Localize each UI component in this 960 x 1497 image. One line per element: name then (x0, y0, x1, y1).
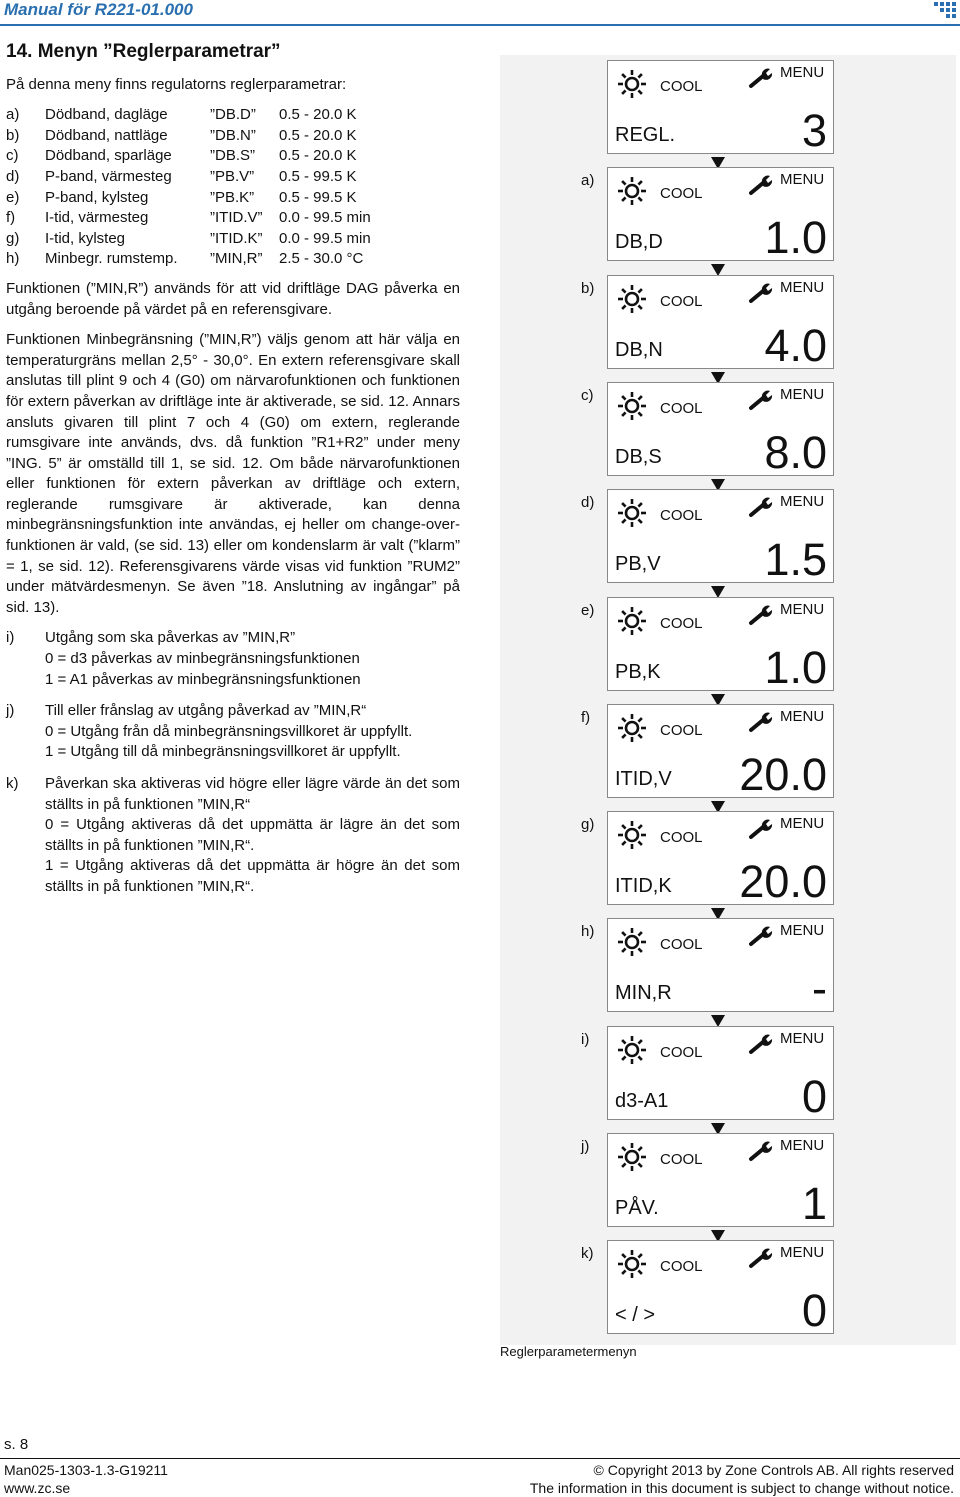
item-k (6, 774, 460, 898)
param-code: ”DB.N” (210, 126, 256, 144)
item-body (45, 628, 460, 690)
screen-letter: j) (581, 1137, 590, 1155)
param-code: ”MIN,R” (210, 250, 263, 268)
screen-letter: h) (581, 922, 595, 940)
param-letter: c) (6, 147, 19, 165)
cool-indicator: COOL (660, 78, 703, 95)
sun-icon (617, 1249, 647, 1279)
screen-value: 20.0 (739, 856, 827, 907)
display-screen (607, 1240, 834, 1334)
menu-indicator: MENU (780, 922, 825, 939)
param-code: ”DB.D” (210, 106, 256, 124)
param-range: 0.5 - 20.0 K (279, 126, 357, 144)
param-name: Minbegr. rumstemp. (45, 250, 178, 268)
item-line: 1 = A1 påverkas av minbegränsningsfunktionen (45, 670, 361, 688)
sun-icon (617, 927, 647, 957)
parameter-row (6, 126, 371, 147)
screen-value: 0 (801, 1071, 827, 1122)
param-range: 2.5 - 30.0 °C (279, 250, 364, 268)
item-line: Till eller frånslag av utgång påverkad av ”MIN,R“ (45, 702, 367, 720)
cool-indicator: COOL (660, 829, 703, 846)
screen-letter: f) (581, 708, 591, 726)
screen-value: 0 (801, 1285, 827, 1336)
param-range: 0.5 - 20.0 K (279, 147, 357, 165)
manual-title: Manual för R221-01.000 (4, 0, 193, 19)
param-letter: g) (6, 229, 20, 247)
display-screen (607, 60, 834, 154)
wrench-icon (748, 1033, 774, 1055)
min-r-intro-paragraph: Funktionen (”MIN,R”) används för att vid driftläge DAG påverka en utgång beroende på värdet på en referensgivare. (6, 279, 460, 318)
sun-icon (617, 498, 647, 528)
param-letter: h) (6, 250, 20, 268)
sun-icon (617, 713, 647, 743)
display-screen (607, 918, 834, 1012)
notice-text: The information in this document is subject to change without notice. (529, 1480, 954, 1496)
sun-icon (617, 69, 647, 99)
screen-label: ITID,V (615, 768, 672, 790)
screen-letter: e) (581, 601, 595, 619)
display-screen (607, 382, 834, 476)
param-code: ”ITID.V” (210, 209, 263, 227)
item-line: 1 = Utgång till då minbegränsningsvillkoret är uppfyllt. (45, 743, 401, 761)
item-list (6, 628, 460, 897)
screen-label: MIN,R (615, 982, 672, 1004)
menu-indicator: MENU (780, 279, 825, 296)
param-name: Dödband, sparläge (45, 147, 172, 165)
wrench-icon (748, 389, 774, 411)
website-link[interactable]: www.zc.se (4, 1480, 71, 1496)
parameter-row (6, 229, 371, 250)
menu-indicator: MENU (780, 815, 825, 832)
wrench-icon (748, 818, 774, 840)
screen-letter: i) (581, 1030, 590, 1048)
screen-letter: c) (581, 386, 594, 404)
param-name: I-tid, värmesteg (45, 209, 149, 227)
corner-grid-icon (934, 2, 956, 22)
item-letter: j) (6, 702, 15, 720)
menu-indicator: MENU (780, 171, 825, 188)
parameter-row (6, 249, 371, 270)
item-line: 0 = Utgång från då minbegränsningsvillkoret är uppfyllt. (45, 722, 413, 740)
display-screen (607, 1026, 834, 1120)
screen-value: 1 (801, 1178, 827, 1229)
header-rule (0, 24, 960, 26)
param-letter: e) (6, 188, 20, 206)
screen-value: 1.0 (764, 212, 827, 263)
screen-label: ITID,K (615, 875, 672, 897)
cool-indicator: COOL (660, 185, 703, 202)
param-code: ”PB.V” (210, 167, 255, 185)
sun-icon (617, 284, 647, 314)
param-code: ”DB.S” (210, 147, 255, 165)
page-number: s. 8 (4, 1436, 29, 1453)
screen-value: 3 (801, 105, 827, 156)
param-name: Dödband, dagläge (45, 106, 168, 124)
cool-indicator: COOL (660, 1258, 703, 1275)
screen-letter: d) (581, 493, 595, 511)
screen-letter: b) (581, 279, 595, 297)
menu-indicator: MENU (780, 1030, 825, 1047)
menu-indicator: MENU (780, 1244, 825, 1261)
param-letter: f) (6, 209, 16, 227)
item-line: Utgång som ska påverkas av ”MIN,R” (45, 629, 296, 647)
screen-letter: k) (581, 1244, 594, 1262)
cool-indicator: COOL (660, 1151, 703, 1168)
item-line: 0 = d3 påverkas av minbegränsningsfunktionen (45, 650, 360, 668)
panel-caption: Reglerparametermenyn (500, 1344, 637, 1359)
sun-icon (617, 1035, 647, 1065)
item-body (45, 774, 460, 898)
param-name: I-tid, kylsteg (45, 229, 126, 247)
item-line: 1 = Utgång aktiveras då det uppmätta är högre än det som ställts in på funktionen ”MIN,R“. (45, 857, 460, 895)
param-range: 0.5 - 99.5 K (279, 167, 357, 185)
screen-value: 1.5 (764, 534, 827, 585)
wrench-icon (748, 925, 774, 947)
param-name: P-band, kylsteg (45, 188, 149, 206)
wrench-icon (748, 282, 774, 304)
display-screen (607, 1133, 834, 1227)
sun-icon (617, 176, 647, 206)
screen-label: DB,N (615, 339, 663, 361)
item-line: Påverkan ska aktiveras vid högre eller lägre värde än det som ställts in på funktionen ”MIN,R“ (45, 775, 460, 813)
cool-indicator: COOL (660, 293, 703, 310)
parameter-row (6, 188, 371, 209)
intro-text: På denna meny finns regulatorns reglerparametrar: (6, 75, 347, 93)
menu-indicator: MENU (780, 493, 825, 510)
wrench-icon (748, 67, 774, 89)
screen-value: 4.0 (764, 320, 827, 371)
cool-indicator: COOL (660, 722, 703, 739)
screen-value: 8.0 (764, 427, 827, 478)
param-code: ”PB.K” (210, 188, 255, 206)
display-screen (607, 167, 834, 261)
item-j (6, 701, 460, 763)
display-screen (607, 597, 834, 691)
parameter-row (6, 105, 371, 126)
screen-label: < / > (615, 1304, 656, 1326)
screen-value: 1.0 (764, 642, 827, 693)
screen-letter: a) (581, 171, 595, 189)
display-screen (607, 489, 834, 583)
screen-label: REGL. (615, 124, 676, 146)
param-name: Dödband, nattläge (45, 126, 168, 144)
display-screen (607, 704, 834, 798)
param-range: 0.5 - 20.0 K (279, 106, 357, 124)
page-footer (0, 1436, 960, 1497)
parameter-row (6, 146, 371, 167)
page-header (0, 0, 960, 26)
sun-icon (617, 820, 647, 850)
section-title: 14. Menyn ”Reglerparametrar” (6, 41, 281, 62)
param-range: 0.5 - 99.5 K (279, 188, 357, 206)
parameter-table (6, 105, 371, 270)
screen-label: d3-A1 (615, 1090, 669, 1112)
wrench-icon (748, 711, 774, 733)
min-r-description-paragraph: Funktionen Minbegränsning (”MIN,R”) väljs genom att här välja en temperaturgräns mellan 2,5° - 30,0°. En extern referensgivare skall anslutas till plint 9 och 4 (G0) om närvarofunktionen och funktionen för extern påverkan av driftläge inte är aktiverade, se sid. 12. Annars ansluts givaren till plint 7 och 4 (G0) om extern, reglerande rumsgivare inte används, dvs. då funktion ”R1+R2” under meny ”ING. 5” är omställd till 1, se sid. 12. Om både närvarofunktionen eller funktionen för extern påverkan av driftläge och extern, reglerande rumsgivare är aktiverade, kan denna minbegränsningsfunktion inte användas, ej heller om change-over-funktionen är vald, (se sid. 13) eller om kondenslarm är valt (”klarm” = 1, se sid. 12). Referensgivarens värde visas vid funktion ”RUM2” under mätvärdesmenyn. Se även ”18. Anslutning av ingångar” på sid. 13). (6, 331, 460, 616)
screen-value: 20.0 (739, 749, 827, 800)
footer-rule (0, 1458, 960, 1459)
wrench-icon (748, 1247, 774, 1269)
cool-indicator: COOL (660, 1044, 703, 1061)
cool-indicator: COOL (660, 507, 703, 524)
sun-icon (617, 606, 647, 636)
screen-label: PB,V (615, 553, 661, 575)
param-letter: d) (6, 167, 20, 185)
item-body (45, 701, 460, 763)
cool-indicator: COOL (660, 400, 703, 417)
item-letter: i) (6, 629, 15, 647)
cool-indicator: COOL (660, 936, 703, 953)
document-id: Man025-1303-1.3-G19211 (4, 1462, 168, 1478)
menu-indicator: MENU (780, 708, 825, 725)
menu-indicator: MENU (780, 1137, 825, 1154)
param-code: ”ITID.K” (210, 229, 263, 247)
screen-value: - (812, 963, 827, 1014)
param-letter: a) (6, 106, 20, 124)
parameter-row (6, 167, 371, 188)
wrench-icon (748, 174, 774, 196)
item-letter: k) (6, 775, 19, 792)
wrench-icon (748, 496, 774, 518)
screen-letter: g) (581, 815, 595, 833)
screen-label: DB,D (615, 231, 663, 253)
copyright-text: © Copyright 2013 by Zone Controls AB. All rights reserved (593, 1462, 954, 1478)
param-name: P-band, värmesteg (45, 167, 172, 185)
param-letter: b) (6, 126, 20, 144)
wrench-icon (748, 1140, 774, 1162)
screen-label: PÅV. (615, 1197, 659, 1219)
wrench-icon (748, 604, 774, 626)
cool-indicator: COOL (660, 615, 703, 632)
param-range: 0.0 - 99.5 min (279, 229, 371, 247)
screen-label: DB,S (615, 446, 662, 468)
menu-indicator: MENU (780, 601, 825, 618)
sun-icon (617, 391, 647, 421)
menu-indicator: MENU (780, 386, 825, 403)
display-screen (607, 275, 834, 369)
param-range: 0.0 - 99.5 min (279, 209, 371, 227)
menu-indicator: MENU (780, 64, 825, 81)
item-line: 0 = Utgång aktiveras då det uppmätta är lägre än det som ställts in på funktionen ”MIN,R“. (45, 816, 460, 854)
screen-label: PB,K (615, 661, 661, 683)
sun-icon (617, 1142, 647, 1172)
parameter-row (6, 208, 371, 229)
item-i (6, 628, 460, 690)
display-screen (607, 811, 834, 905)
main-text (6, 42, 460, 909)
